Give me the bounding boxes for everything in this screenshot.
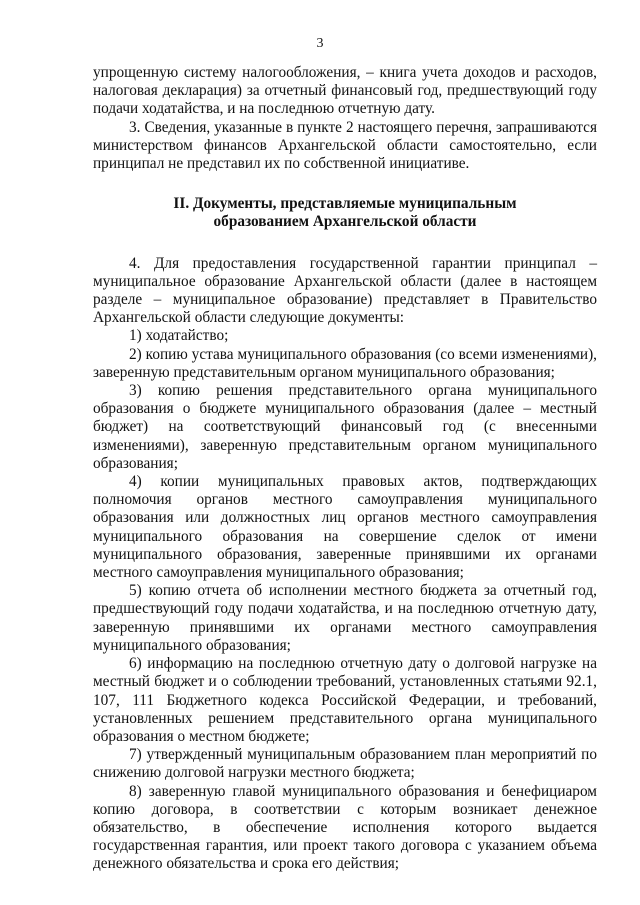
list-item-1: 1) ходатайство; bbox=[129, 327, 229, 345]
page-number: 3 bbox=[316, 36, 324, 51]
section-heading bbox=[93, 195, 597, 231]
section-heading-line-2: образованием Архангельской области bbox=[213, 213, 477, 231]
paragraph-item-3: 3. Сведения, указанные в пункте 2 настоящего перечня, запрашиваются министерством финансов Архангельской области самостоятельно, если принципал не представил их по собственной инициативе. bbox=[93, 118, 597, 173]
list-item-8: 8) заверенную главой муниципального образования и бенефициаром копию договора, в соответствии с которым возникает денежное обязательство, в обеспечение исполнения которого выдается государственная гарантия, или проект такого договора с указанием объема денежного обязательства и срока его действия; bbox=[93, 782, 597, 873]
list-item-5: 5) копию отчета об исполнении местного бюджета за отчетный год, предшествующий году подачи ходатайства, и на последнюю отчетную дату, заверенную принявшими их органами местного самоуправления муниципального образования; bbox=[93, 582, 597, 654]
list-item-4: 4) копии муниципальных правовых актов, подтверждающих полномочия органов местного самоуправления муниципального образования или должностных лиц органов местного самоуправления муниципального образования на совершение сделок от имени муниципального образования, заверенные принявшими их органами местного самоуправления муниципального образования; bbox=[93, 473, 597, 582]
list-item-2: 2) копию устава муниципального образования (со всеми изменениями), заверенную представительным органом муниципального образования; bbox=[93, 345, 597, 381]
section-heading-line-1: II. Документы, представляемые муниципальным bbox=[173, 195, 517, 213]
list-item-3: 3) копию решения представительного органа муниципального образования о бюджете муниципального образования (далее – местный бюджет) на соответствующий финансовый год (с внесенными изменениями), заверенную представительным органом муниципального образования; bbox=[93, 382, 597, 472]
list-item-7: 7) утвержденный муниципальным образованием план мероприятий по снижению долговой нагрузки местного бюджета; bbox=[93, 746, 597, 782]
paragraph-item-4: 4. Для предоставления государственной гарантии принципал – муниципальное образование Архангельской области (далее в настоящем разделе – муниципальное образование) представляет в Правительство Архангельской области следующие документы: bbox=[93, 254, 597, 327]
list-item-6: 6) информацию на последнюю отчетную дату о долговой нагрузке на местный бюджет и о соблюдении требований, установленных статьями 92.1, 107, 111 Бюджетного кодекса Российской Федерации, и требований, установленных решением представительного органа муниципального образования о местном бюджете; bbox=[93, 655, 597, 745]
paragraph-continuation: упрощенную систему налогообложения, – книга учета доходов и расходов, налоговая декларация) за отчетный финансовый год, предшествующий году подачи ходатайства, и на последнюю отчетную дату. bbox=[93, 64, 597, 118]
document-body bbox=[93, 64, 597, 874]
